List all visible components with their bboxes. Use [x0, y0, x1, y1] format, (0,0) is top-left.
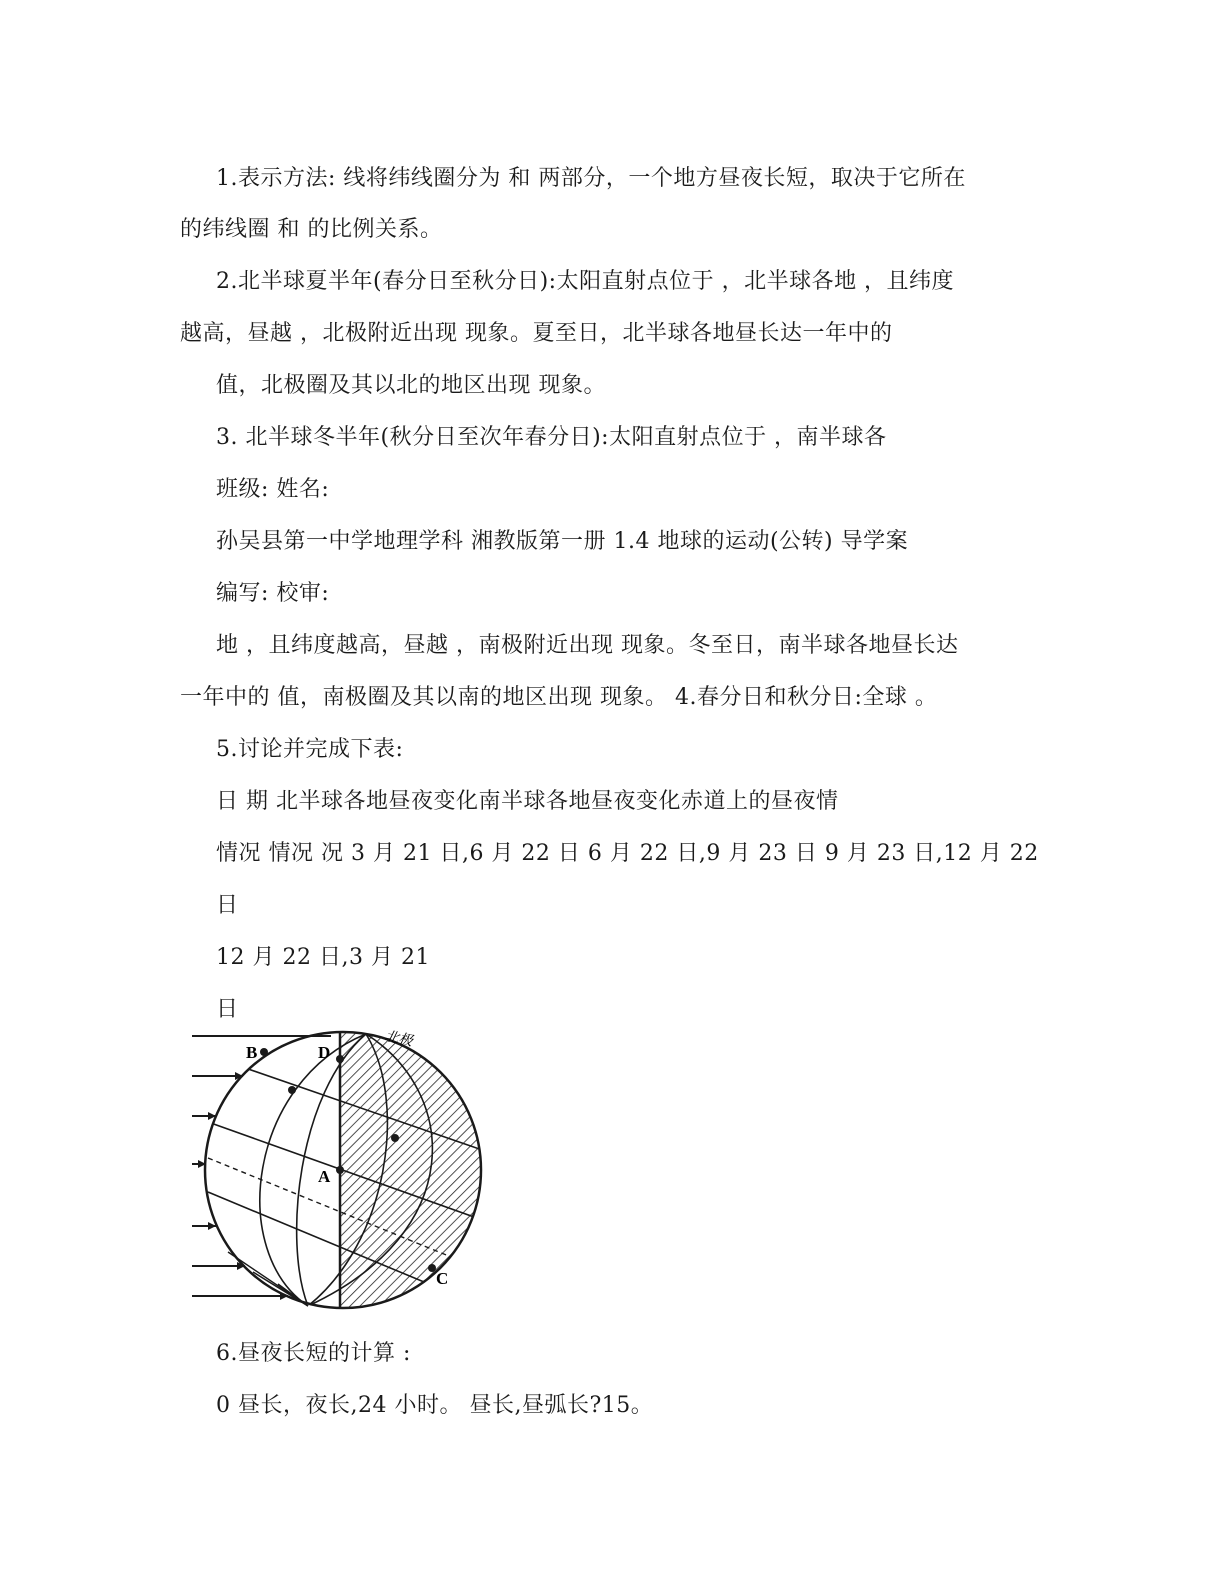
table-line-4: 12 月 22 日,3 月 21 [216, 945, 430, 970]
text-line-2: 的纬线圈 和 的比例关系。 [180, 217, 443, 242]
table-header-line-2: 情况 情况 况 3 月 21 日,6 月 22 日 6 月 22 日,9 月 23 日 9 月 23 日,12 月 22 [216, 841, 1039, 866]
text-line-12: 5.讨论并完成下表: [216, 737, 404, 762]
text-line-4: 越高，昼越 ，北极附近出现 现象。夏至日，北半球各地昼长达一年中的 [180, 321, 893, 346]
table-line-5: 日 [216, 997, 239, 1022]
text-line-3: 2.北半球夏半年(春分日至秋分日):太阳直射点位于 ，北半球各地 ，且纬度 [216, 269, 955, 294]
label-d: D [318, 1043, 331, 1062]
label-north-pole: 北极 [383, 1028, 414, 1050]
author-reviewer-line: 编写: 校审: [216, 581, 330, 606]
table-header-line-1: 日 期 北半球各地昼夜变化南半球各地昼夜变化赤道上的昼夜情 [216, 789, 839, 814]
text-line-5: 值，北极圈及其以北的地区出现 现象。 [216, 373, 606, 398]
class-name-line: 班级: 姓名: [216, 477, 330, 502]
text-line-1: 1.表示方法: 线将纬线圈分为 和 两部分，一个地方昼夜长短，取决于它所在 [216, 166, 966, 191]
label-b: B [246, 1043, 258, 1062]
label-a: A [318, 1167, 331, 1186]
table-line-3: 日 [216, 893, 239, 918]
text-line-19: 0 昼长，夜长,24 小时。 昼长,昼弧长?15。 [216, 1393, 654, 1418]
document-title: 孙吴县第一中学地理学科 湘教版第一册 1.4 地球的运动(公转) 导学案 [216, 529, 909, 554]
earth-diagram-svg [188, 1022, 518, 1314]
text-line-10: 地 ，且纬度越高，昼越 ，南极附近出现 现象。冬至日，南半球各地昼长达 [216, 633, 959, 658]
text-line-6: 3. 北半球冬半年(秋分日至次年春分日):太阳直射点位于 ，南半球各 [216, 425, 887, 450]
text-line-11: 一年中的 值，南极圈及其以南的地区出现 现象。 4.春分日和秋分日:全球 。 [180, 685, 938, 710]
label-c: C [436, 1269, 449, 1288]
night-side-hatch [340, 1022, 500, 1314]
earth-day-night-figure [188, 1022, 518, 1314]
sun-rays [192, 1036, 331, 1296]
text-line-18: 6.昼夜长短的计算 : [216, 1341, 411, 1366]
south-converging-lines [228, 1252, 308, 1306]
